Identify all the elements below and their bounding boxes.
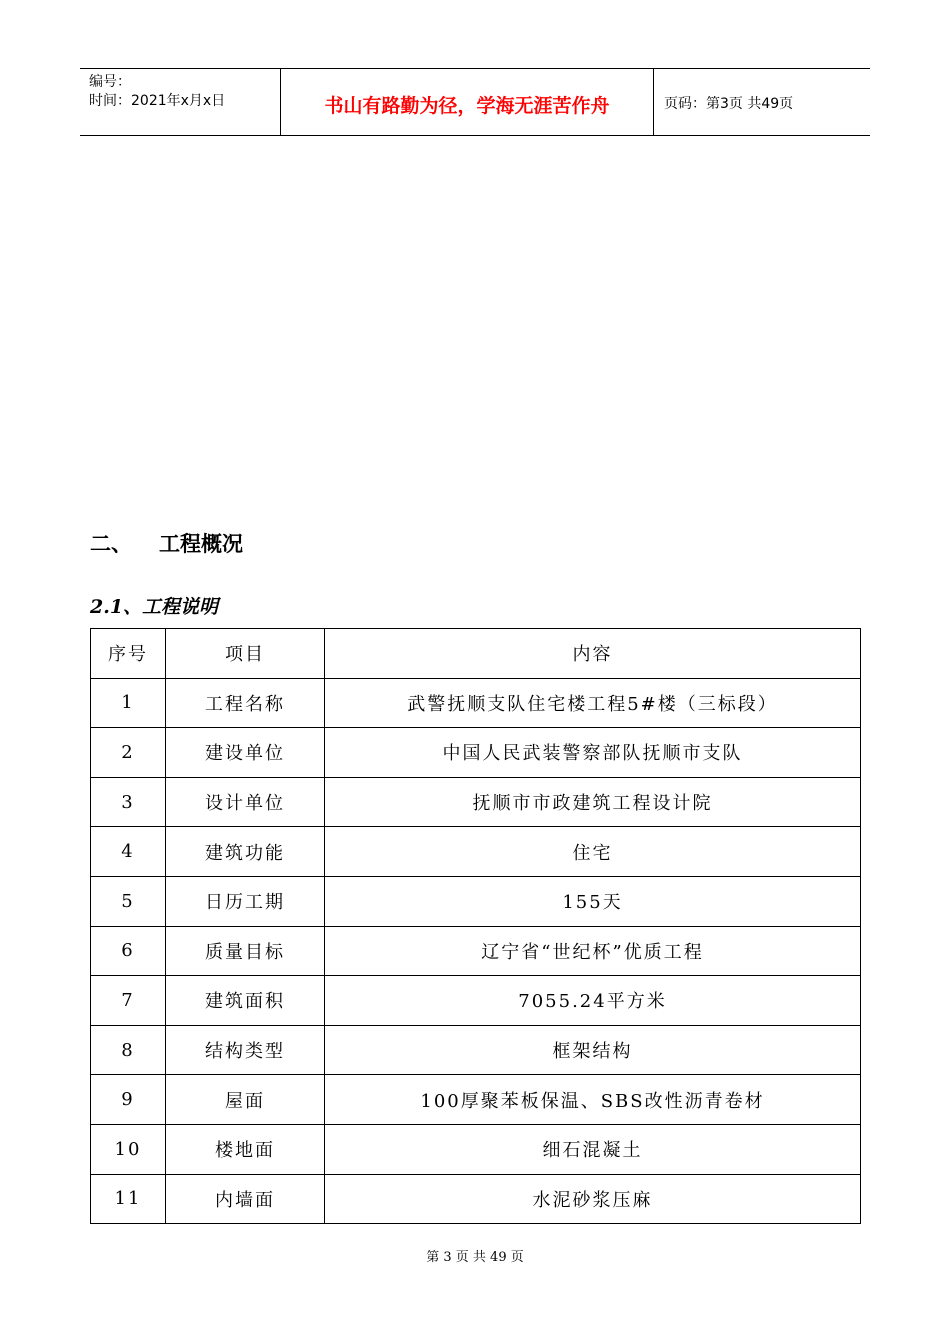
column-header: 序号 [91,629,166,679]
row-number-cell: 9 [91,1075,166,1125]
header-page-info: 页码：第3页 共49页 [664,96,794,112]
table-row [91,1075,861,1125]
item-name-cell: 质量目标 [166,926,325,976]
item-name-cell: 内墙面 [166,1174,325,1224]
item-content-cell: 细石混凝土 [325,1124,861,1174]
item-name-cell: 建筑功能 [166,827,325,877]
item-content-cell: 武警抚顺支队住宅楼工程5#楼（三标段） [325,678,861,728]
column-header: 项目 [166,629,325,679]
document-number-label: 编号： [89,74,131,90]
section-number: 二、 [90,532,132,556]
page-footer [0,1246,950,1265]
row-number-cell: 4 [91,827,166,877]
row-number-cell: 3 [91,777,166,827]
item-content-cell: 7055.24平方米 [325,976,861,1026]
item-name-cell: 工程名称 [166,678,325,728]
item-name-cell: 建筑面积 [166,976,325,1026]
item-name-cell: 结构类型 [166,1025,325,1075]
item-name-cell: 楼地面 [166,1124,325,1174]
item-name-cell: 建设单位 [166,728,325,778]
column-header: 内容 [325,629,861,679]
row-number-cell: 10 [91,1124,166,1174]
table-row [91,777,861,827]
page-header [80,68,870,136]
row-number-cell: 7 [91,976,166,1026]
item-name-cell: 设计单位 [166,777,325,827]
table-row [91,728,861,778]
item-content-cell: 155天 [325,876,861,926]
table-row [91,1025,861,1075]
item-content-cell: 100厚聚苯板保温、SBS改性沥青卷材 [325,1075,861,1125]
row-number-cell: 1 [91,678,166,728]
table-row [91,1124,861,1174]
row-number-cell: 2 [91,728,166,778]
row-number-cell: 11 [91,1174,166,1224]
footer-page-number: 第 3 页 共 49 页 [426,1250,524,1265]
table-header-row [91,629,861,679]
row-number-cell: 8 [91,1025,166,1075]
item-name-cell: 屋面 [166,1075,325,1125]
item-content-cell: 住宅 [325,827,861,877]
table-row [91,976,861,1026]
item-content-cell: 中国人民武装警察部队抚顺市支队 [325,728,861,778]
table-row [91,1174,861,1224]
subsection-heading: 2.1、工程说明 [90,596,219,618]
document-time-label: 时间：2021年x月x日 [89,93,226,109]
header-meta [80,69,281,135]
item-content-cell: 辽宁省“世纪杯”优质工程 [325,926,861,976]
item-content-cell: 水泥砂浆压麻 [325,1174,861,1224]
table-row [91,827,861,877]
section-heading [90,528,243,558]
table-row [91,926,861,976]
item-name-cell: 日历工期 [166,876,325,926]
item-content-cell: 抚顺市市政建筑工程设计院 [325,777,861,827]
table-row [91,678,861,728]
section-title: 工程概况 [159,532,243,556]
header-motto: 书山有路勤为径，学海无涯苦作舟 [281,69,654,135]
row-number-cell: 6 [91,926,166,976]
item-content-cell: 框架结构 [325,1025,861,1075]
row-number-cell: 5 [91,876,166,926]
project-info-table [90,628,861,1224]
table-row [91,876,861,926]
